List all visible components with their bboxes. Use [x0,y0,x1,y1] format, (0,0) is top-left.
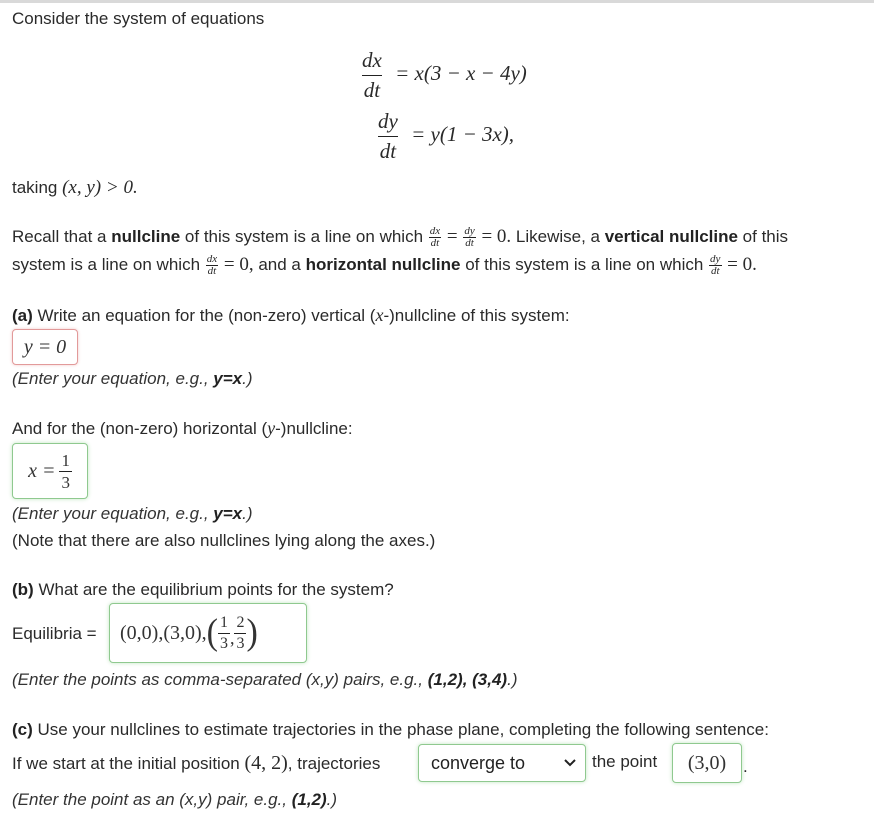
top-divider [0,0,874,3]
part-c-sentence-start: If we start at the initial position (4, 2), trajectories [12,752,381,774]
horizontal-nullcline-term: horizontal nullcline [305,255,461,274]
part-a-note: (Note that there are also nullclines lying along the axes.) [12,531,436,550]
dx-dt-fraction: $\frac{dx}{dt}$ [362,48,382,102]
part-b-hint: (Enter the points as comma-separated (x,y) pairs, e.g., (1,2), (3,4).) [12,670,518,689]
part-a-hint-2: (Enter your equation, e.g., y=x.) [12,504,253,523]
equation-dx-dt [360,50,527,101]
taking-condition: taking (x, y) > 0. [12,177,138,198]
vertical-nullcline-term: vertical nullcline [604,227,738,246]
equation-1-rhs: = x(3 − x − 4y) [395,61,527,86]
nullcline-term: nullcline [111,227,181,246]
intro-text: Consider the system of equations [12,9,265,28]
recall-line-1: Recall that a nullcline of this system is a line on which $\frac{dx}{dt}$ = $\frac{dy}{dt}$ = 0. Likewise, a vertical nullcline of this [12,225,789,250]
equation-2-rhs: = y(1 − 3x), [411,122,515,147]
horizontal-nullcline-answer[interactable]: x = $\frac{1}{3}$ [12,443,88,499]
part-c-question: (c) Use your nullclines to estimate trajectories in the phase plane, completing the following sentence: [12,720,769,739]
chevron-down-icon [563,755,577,769]
dy-dt-fraction: $\frac{dy}{dt}$ [378,109,398,163]
part-a-question-2: And for the (non-zero) horizontal (y-)nullcline: [12,418,353,438]
part-c-hint: (Enter the point as an (x,y) pair, e.g., (1,2).) [12,790,338,809]
part-a-question: (a) Write an equation for the (non-zero) vertical (x-)nullcline of this system: [12,305,570,325]
equilibria-answer[interactable]: (0,0),(3,0), ( $\frac{1}{3}$ , $\frac{2}{3}$ ) [109,603,307,663]
part-a-hint-1: (Enter your equation, e.g., y=x.) [12,369,253,388]
part-b-question: (b) What are the equilibrium points for the system? [12,580,394,599]
sentence-period: . [743,757,748,776]
recall-line-2: system is a line on which $\frac{dx}{dt}$ = 0, and a horizontal nullcline of this system is a line on which $\frac{dy}{dt}$ = 0. [12,253,757,278]
equilibria-label: Equilibria = [12,624,97,643]
trajectory-behavior-dropdown[interactable] [418,744,586,782]
converge-point-answer[interactable]: (3,0) [672,743,742,783]
equation-dy-dt [376,111,514,162]
vertical-nullcline-answer[interactable]: y = 0 [12,329,78,365]
dropdown-selected-value: converge to [431,752,526,773]
part-c-the-point: the point [592,752,658,771]
